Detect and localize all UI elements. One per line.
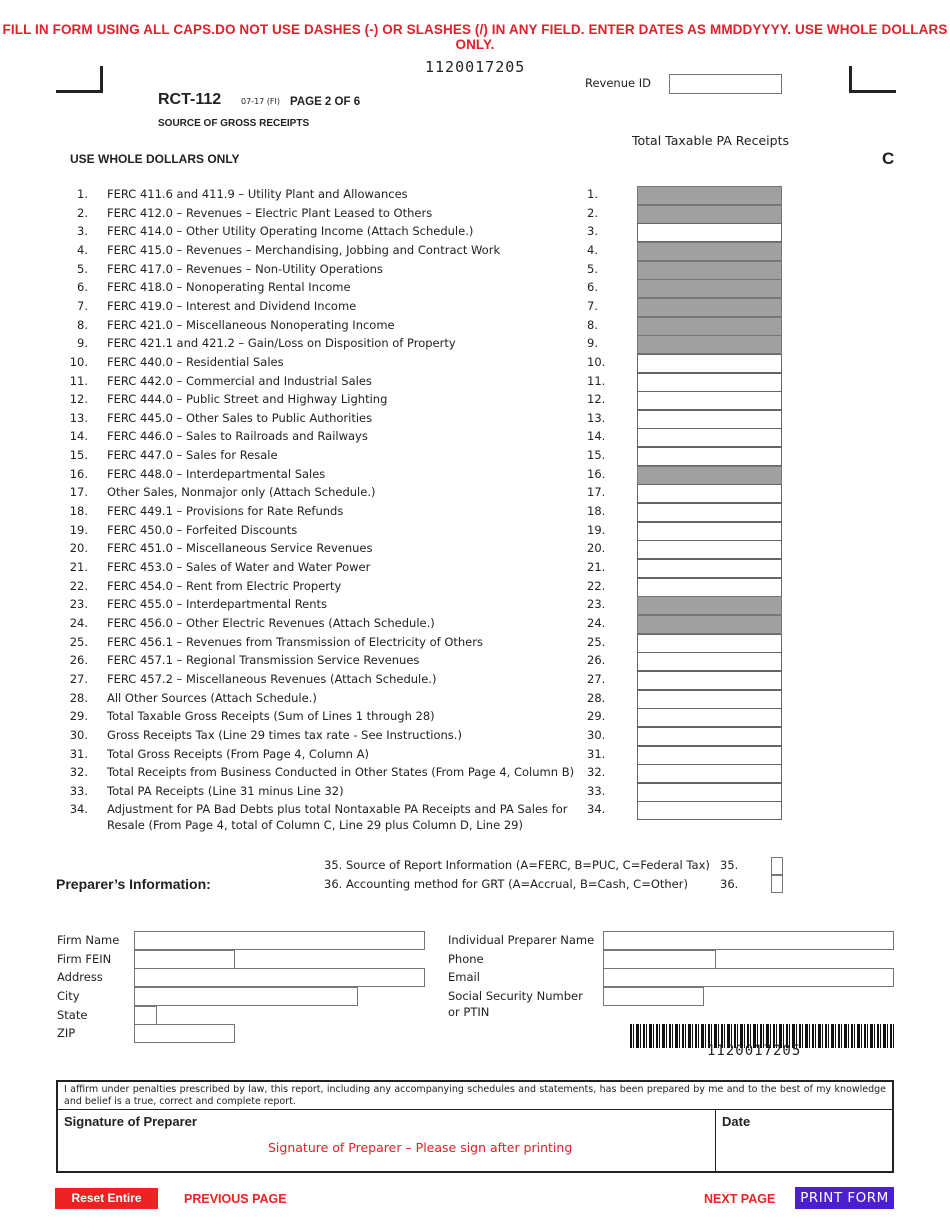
line-number: 22. (69, 578, 88, 593)
line-reference: 8. (587, 317, 598, 332)
line-amount-field[interactable] (637, 783, 782, 802)
print-form-button[interactable]: PRINT FORM (795, 1187, 894, 1209)
firm-fein-field[interactable] (134, 950, 235, 969)
line-number: 10. (69, 354, 88, 369)
form-id: RCT-112 (158, 91, 222, 108)
line-reference: 23. (587, 597, 606, 612)
line-description: FERC 421.0 – Miscellaneous Nonoperating Income (107, 317, 395, 332)
line-description: Total PA Receipts (Line 31 minus Line 32) (107, 783, 344, 798)
line-amount-field[interactable] (637, 223, 782, 242)
line-35-ref: 35. (720, 858, 739, 872)
signature-hint[interactable]: Signature of Preparer – Please sign after printing (268, 1140, 573, 1155)
line-description: FERC 411.6 and 411.9 – Utility Plant and Allowances (107, 187, 408, 201)
date-label: Date (722, 1114, 751, 1129)
zip-field[interactable] (134, 1024, 235, 1043)
registration-mark-right (849, 66, 896, 93)
line-number: 19. (69, 522, 88, 537)
line-description: FERC 444.0 – Public Street and Highway Lighting (107, 392, 388, 407)
line-description: Total Receipts from Business Conducted in Other States (From Page 4, Column B) (107, 765, 575, 780)
line-amount-field (637, 242, 782, 261)
line-reference: 9. (587, 336, 598, 351)
line-reference: 21. (587, 560, 606, 574)
line-amount-field[interactable] (637, 690, 782, 709)
line-number: 3. (77, 224, 88, 239)
line-reference: 5. (587, 261, 598, 276)
line-number: 17. (69, 485, 88, 500)
signature-section (56, 1080, 894, 1173)
line-description: FERC 419.0 – Interest and Dividend Income (107, 298, 357, 313)
line-amount-field (637, 279, 782, 298)
state-label: State (57, 1008, 88, 1022)
line-description: FERC 453.0 – Sales of Water and Water Power (107, 560, 371, 574)
line-description: All Other Sources (Attach Schedule.) (107, 690, 317, 705)
line-reference: 6. (587, 280, 598, 295)
line-number: 7. (77, 298, 88, 313)
firm-fein-label: Firm FEIN (57, 952, 112, 966)
line-reference: 30. (587, 727, 606, 742)
line-description: FERC 455.0 – Interdepartmental Rents (107, 597, 328, 612)
line-reference: 7. (587, 298, 598, 313)
line-number: 8. (77, 317, 88, 332)
line-number: 9. (77, 336, 88, 351)
line-number: 25. (69, 634, 88, 649)
line-number: 21. (69, 560, 88, 574)
line-number: 26. (69, 653, 88, 668)
line-reference: 2. (587, 205, 598, 220)
line-reference: 32. (587, 765, 606, 780)
line-description: FERC 457.2 – Miscellaneous Revenues (Attach Schedule.) (107, 671, 437, 686)
line-number: 27. (69, 671, 88, 686)
phone-label: Phone (448, 952, 484, 966)
line-reference: 26. (587, 653, 606, 668)
line-number: 14. (69, 429, 88, 444)
line-amount-field[interactable] (637, 522, 782, 541)
reset-form-button[interactable]: Reset Entire Form (55, 1188, 158, 1209)
line-reference: 29. (587, 709, 606, 724)
line-reference: 1. (587, 187, 598, 201)
line-number: 18. (69, 504, 88, 519)
line-description: FERC 412.0 – Revenues – Electric Plant Leased to Others (107, 205, 433, 220)
preparer-heading: Preparer’s Information: (56, 876, 211, 892)
line-number: 16. (69, 466, 88, 481)
city-field[interactable] (134, 987, 358, 1006)
whole-dollars-note: USE WHOLE DOLLARS ONLY (70, 152, 240, 166)
line-amount-field[interactable] (637, 484, 782, 503)
line-amount-field (637, 205, 782, 224)
line-amount-field[interactable] (637, 540, 782, 559)
firm-name-field[interactable] (134, 931, 425, 950)
line-number: 2. (77, 205, 88, 220)
line-35-text: 35. Source of Report Information (A=FERC, B=PUC, C=Federal Tax) (324, 858, 710, 872)
ssn-field[interactable] (603, 987, 704, 1006)
line-reference: 31. (587, 746, 606, 761)
column-letter: C (882, 149, 895, 168)
line-36-field[interactable] (771, 875, 783, 893)
line-amount-field[interactable] (637, 746, 782, 765)
line-description: FERC 456.0 – Other Electric Revenues (Attach Schedule.) (107, 615, 435, 630)
line-description: Other Sales, Nonmajor only (Attach Schedule.) (107, 485, 376, 500)
line-number: 6. (77, 280, 88, 295)
date-divider (715, 1109, 716, 1171)
line-amount-field[interactable] (637, 727, 782, 746)
zip-label: ZIP (57, 1026, 76, 1040)
line-number: 1. (77, 187, 88, 201)
line-amount-field (637, 186, 782, 205)
line-reference: 18. (587, 504, 606, 519)
line-amount-field (637, 596, 782, 615)
state-field[interactable] (134, 1006, 157, 1025)
phone-field[interactable] (603, 950, 716, 969)
line-number: 29. (69, 709, 88, 724)
line-34-number: 34. (69, 802, 88, 816)
line-amount-field[interactable] (637, 559, 782, 578)
registration-mark-left (56, 66, 103, 93)
line-amount-field[interactable] (637, 503, 782, 522)
document-number: 1120017205 (425, 58, 526, 76)
line-36-text: 36. Accounting method for GRT (A=Accrual, B=Cash, C=Other) (324, 877, 688, 891)
line-amount-field[interactable] (637, 410, 782, 429)
line-number: 4. (77, 242, 88, 257)
line-reference: 33. (587, 783, 606, 798)
line-amount-field[interactable] (637, 764, 782, 783)
line-description: FERC 421.1 and 421.2 – Gain/Loss on Disposition of Property (107, 336, 456, 351)
line-amount-field (637, 317, 782, 336)
line-description: FERC 414.0 – Other Utility Operating Income (Attach Schedule.) (107, 224, 474, 239)
line-amount-field[interactable] (637, 578, 782, 597)
line-number: 15. (69, 448, 88, 463)
ptin-label: or PTIN (448, 1005, 490, 1019)
ssn-label: Social Security Number (448, 989, 583, 1003)
address-label: Address (57, 970, 103, 984)
instructions-warning: FILL IN FORM USING ALL CAPS.DO NOT USE DASHES (-) OR SLASHES (/) IN ANY FIELD. ENTER DATES AS MMDDYYYY. USE WHOLE DOLLARS ONLY. (2, 22, 948, 52)
line-description: FERC 415.0 – Revenues – Merchandising, Jobbing and Contract Work (107, 242, 501, 257)
line-amount-field[interactable] (637, 354, 782, 373)
previous-page-link[interactable]: PREVIOUS PAGE (184, 1192, 287, 1206)
line-description: FERC 418.0 – Nonoperating Rental Income (107, 280, 351, 295)
line-description: FERC 447.0 – Sales for Resale (107, 448, 278, 463)
line-description: FERC 448.0 – Interdepartmental Sales (107, 466, 326, 481)
line-description: FERC 440.0 – Residential Sales (107, 354, 284, 369)
line-amount-field (637, 335, 782, 354)
line-reference: 16. (587, 466, 606, 481)
firm-name-label: Firm Name (57, 933, 120, 947)
line-34-text-2: Resale (From Page 4, total of Column C, Line 29 plus Column D, Line 29) (107, 818, 523, 832)
line-description: Gross Receipts Tax (Line 29 times tax rate - See Instructions.) (107, 727, 462, 742)
city-label: City (57, 989, 80, 1003)
line-description: FERC 450.0 – Forfeited Discounts (107, 522, 298, 537)
line-35-field[interactable] (771, 857, 783, 875)
signature-label: Signature of Preparer (64, 1114, 197, 1129)
line-number: 13. (69, 410, 88, 425)
line-reference: 11. (587, 373, 606, 388)
line-description: FERC 456.1 – Revenues from Transmission of Electricity of Others (107, 634, 483, 649)
line-amount-field[interactable] (637, 391, 782, 410)
barcode-number: 1120017205 (707, 1043, 802, 1059)
section-subtitle: SOURCE OF GROSS RECEIPTS (158, 118, 310, 129)
line-number: 28. (69, 690, 88, 705)
line-reference: 28. (587, 690, 606, 705)
line-description: FERC 445.0 – Other Sales to Public Authorities (107, 410, 373, 425)
line-number: 33. (69, 783, 88, 798)
line-reference: 13. (587, 410, 606, 425)
line-amount-field[interactable] (637, 708, 782, 727)
revenue-id-label: Revenue ID (585, 76, 651, 90)
address-field[interactable] (134, 968, 425, 987)
individual-preparer-field[interactable] (603, 931, 894, 950)
line-amount-field (637, 615, 782, 634)
line-36-ref: 36. (720, 877, 739, 891)
line-number: 24. (69, 615, 88, 630)
page-indicator: PAGE 2 OF 6 (290, 96, 361, 108)
line-description: FERC 451.0 – Miscellaneous Service Revenues (107, 541, 373, 556)
column-title: Total Taxable PA Receipts (632, 133, 789, 148)
line-amount-field[interactable] (637, 671, 782, 690)
line-number: 32. (69, 765, 88, 780)
line-amount-field[interactable] (637, 447, 782, 466)
line-amount-field[interactable] (637, 634, 782, 653)
line-34-text-1: Adjustment for PA Bad Debts plus total Nontaxable PA Receipts and PA Sales for (107, 802, 568, 816)
line-amount-field (637, 261, 782, 280)
line-description: FERC 442.0 – Commercial and Industrial Sales (107, 373, 372, 388)
line-amount-field[interactable] (637, 652, 782, 671)
line-number: 11. (69, 373, 88, 388)
line-description: FERC 454.0 – Rent from Electric Property (107, 578, 342, 593)
line-description: FERC 417.0 – Revenues – Non-Utility Operations (107, 261, 383, 276)
form-version: 07-17 (FI) (241, 97, 280, 106)
line-reference: 25. (587, 634, 606, 649)
line-description: FERC 457.1 – Regional Transmission Service Revenues (107, 653, 420, 668)
line-number: 5. (77, 261, 88, 276)
line-reference: 24. (587, 615, 606, 630)
line-reference: 17. (587, 485, 606, 500)
email-field[interactable] (603, 968, 894, 987)
line-reference: 14. (587, 429, 606, 444)
line-reference: 27. (587, 671, 606, 686)
line-description: FERC 449.1 – Provisions for Rate Refunds (107, 504, 344, 519)
line-reference: 4. (587, 242, 598, 257)
line-description: FERC 446.0 – Sales to Railroads and Railways (107, 429, 368, 444)
affirmation-text: I affirm under penalties prescribed by law, this report, including any accompanying schedules and statements, has been prepared by me and to the best of my knowledge and belief is a true, correct and complete report. (64, 1084, 886, 1107)
line-reference: 19. (587, 522, 606, 537)
line-amount-field (637, 298, 782, 317)
line-reference: 20. (587, 541, 606, 556)
line-reference: 22. (587, 578, 606, 593)
line-number: 20. (69, 541, 88, 556)
line-34-ref: 34. (587, 802, 606, 816)
line-number: 31. (69, 746, 88, 761)
line-reference: 12. (587, 392, 606, 407)
line-number: 12. (69, 392, 88, 407)
line-reference: 15. (587, 448, 606, 463)
line-description: Total Gross Receipts (From Page 4, Column A) (107, 746, 369, 761)
line-reference: 10. (587, 354, 606, 369)
line-amount-field[interactable] (637, 373, 782, 392)
individual-preparer-label: Individual Preparer Name (448, 933, 595, 947)
signature-divider (58, 1109, 892, 1110)
line-description: Total Taxable Gross Receipts (Sum of Lines 1 through 28) (107, 709, 435, 724)
line-amount-field (637, 466, 782, 485)
line-number: 30. (69, 727, 88, 742)
next-page-link[interactable]: NEXT PAGE (704, 1192, 776, 1206)
email-label: Email (448, 970, 480, 984)
revenue-id-field[interactable] (669, 74, 782, 94)
line-number: 23. (69, 597, 88, 612)
line-34-amount[interactable] (637, 801, 782, 820)
line-reference: 3. (587, 224, 598, 239)
line-amount-field[interactable] (637, 428, 782, 447)
